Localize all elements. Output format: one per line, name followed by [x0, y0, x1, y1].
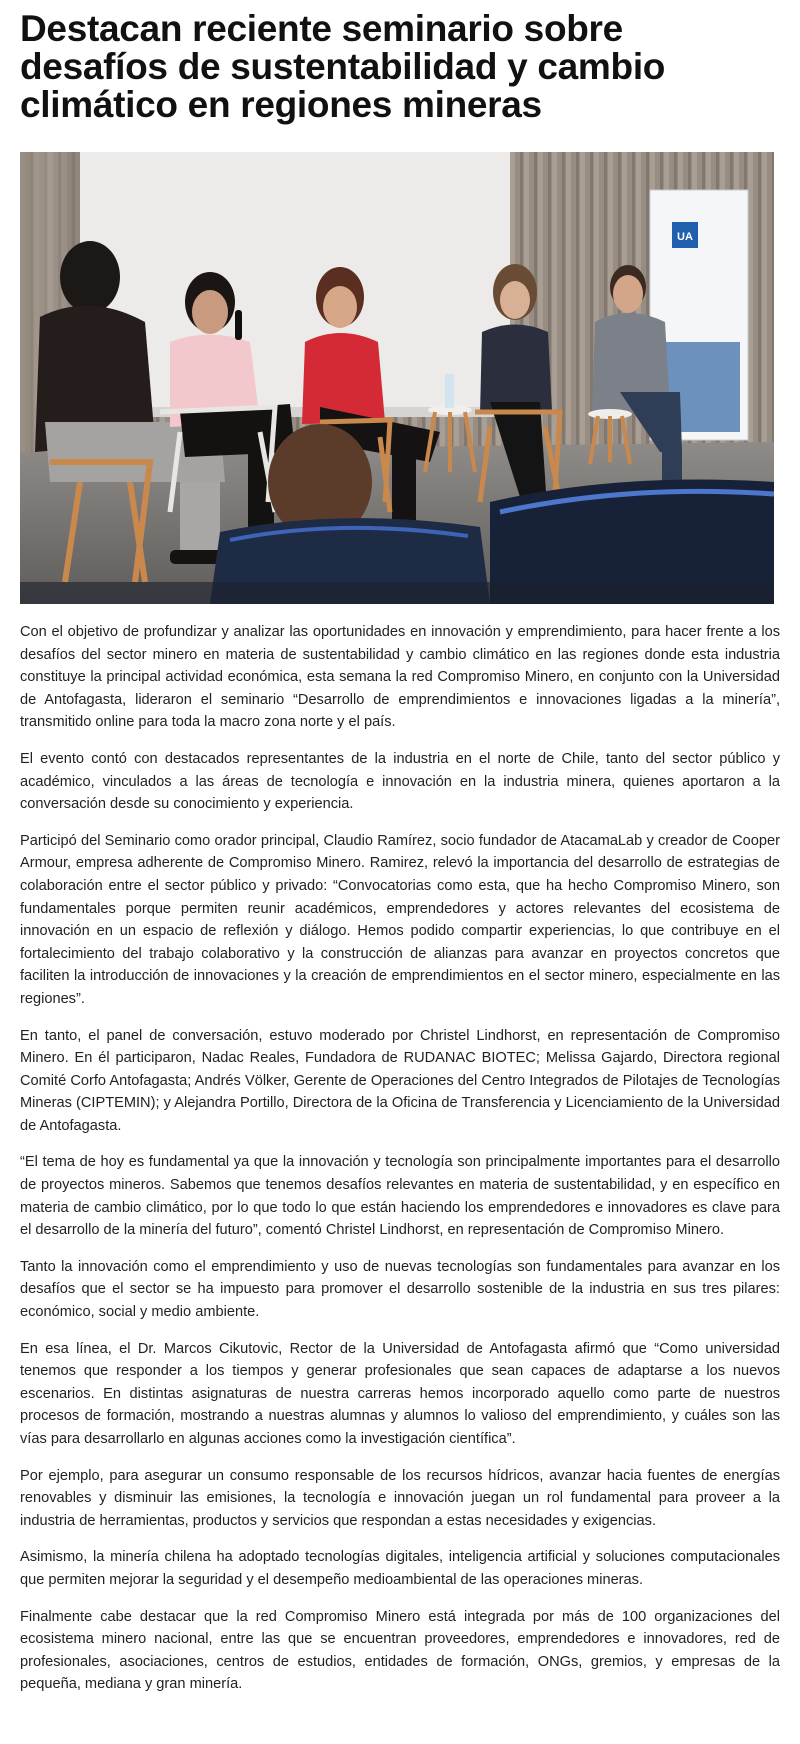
article-paragraph: El evento contó con destacados representantes de la industria en el norte de Chile, tanto del sector público y académico, vinculados a las áreas de tecnología e innovación en la industria minera, quienes aportaron a la conversación desde su conocimiento y experiencia.: [20, 750, 780, 813]
article-body: [20, 621, 780, 1696]
seminar-panel-photo: [20, 152, 774, 604]
article-paragraph: Tanto la innovación como el emprendimiento y uso de nuevas tecnologías son fundamentales para avanzar en los desafíos que el sector se ha impuesto para promover el desarrollo sostenible de la industria en sus tres pilares: económico, social y medio ambiente.: [20, 1258, 780, 1321]
article-paragraph: Participó del Seminario como orador principal, Claudio Ramírez, socio fundador de AtacamaLab y creador de Cooper Armour, empresa adherente de Compromiso Minero. Ramirez, relevó la importancia del desarrollo de estrategias de colaboración entre el sector público y privado: “Convocatorias como esta, que ha hecho Compromiso Minero, son fundamentales porque permiten reunir académicos, emprendedores y actores relevantes del ecosistema de innovación en un espacio de reflexión y diálogo. Hemos podido compartir experiencias, lo que contribuye en el fortalecimiento del trabajo colaborativo y la construcción de alianzas para avanzar en proyectos concretos que faciliten la introducción de innovaciones y la creación de emprendimientos en el sector minero, especialmente en las regiones”.: [20, 832, 780, 1007]
article-paragraph: Asimismo, la minería chilena ha adoptado tecnologías digitales, inteligencia artificial y soluciones computacionales que permiten mejorar la seguridad y el desempeño medioambiental de las operaciones mineras.: [20, 1549, 780, 1588]
banner-logo-text: UA: [677, 231, 693, 243]
article-paragraph: Por ejemplo, para asegurar un consumo responsable de los recursos hídricos, avanzar hacia fuentes de energías renovables y disminuir las emisiones, la tecnología e innovación juegan un rol fundamental para proveer a la industria de herramientas, productos y servicios que respondan a estas necesidades y exigencias.: [20, 1467, 780, 1529]
article-paragraph: “El tema de hoy es fundamental ya que la innovación y tecnología son principalmente importantes para el desarrollo de proyectos mineros. Sabemos que tenemos desafíos relevantes en materia de sustentabilidad, y en específico en materia de cambio climático, por lo que todo lo que están haciendo los emprendedores e innovadores es clave para el desarrollo de la minería del futuro”, comentó Christel Lindhorst, en representación de Compromiso Minero.: [20, 1154, 780, 1239]
article-paragraph: En tanto, el panel de conversación, estuvo moderado por Christel Lindhorst, en representación de Compromiso Minero. En él participaron, Nadac Reales, Fundadora de RUDANAC BIOTEC; Melissa Gajardo, Directora regional Comité Corfo Antofagasta; Andrés Völker, Gerente de Operaciones del Centro Integrados de Pilotajes de Tecnologías Mineras (CIPTEMIN); y Alejandra Portillo, Directora de la Oficina de Transferencia y Licenciamiento de la Universidad de Antofagasta.: [20, 1027, 780, 1134]
article-paragraph: Finalmente cabe destacar que la red Compromiso Minero está integrada por más de 100 organizaciones del ecosistema minero nacional, entre las que se encuentran proveedores, emprendedores e innovadores, red de profesionales, asociaciones, centros de estudios, entidades de formación, ONGs, gremios, y empresas de la pequeña, mediana y gran minería.: [20, 1608, 780, 1693]
article-paragraph: Con el objetivo de profundizar y analizar las oportunidades en innovación y emprendimiento, para hacer frente a los desafíos del sector minero en materia de sustentabilidad y cambio climático en las regiones donde esta industria constituye la principal actividad económica, esta semana la red Compromiso Minero, en conjunto con la Universidad de Antofagasta, lideraron el seminario “Desarrollo de emprendimientos e innovaciones ligadas a la minería”, transmitido online para toda la macro zona norte y el país.: [20, 624, 780, 731]
article-title: Destacan reciente seminario sobre desafíos de sustentabilidad y cambio climático en regiones mineras: [20, 8, 666, 125]
article-paragraph: En esa línea, el Dr. Marcos Cikutovic, Rector de la Universidad de Antofagasta afirmó que “Como universidad tenemos que responder a los tiempos y generar profesionales que sean capaces de adaptarse a los nuevos escenarios. En distintas asignaturas de nuestra carreras hemos incorporado aquello como parte de nuestros procesos de formación, mostrando a nuestras alumnas y alumnos lo valioso del emprendimiento, y cuáles son las vías para desarrollarlo en algunas acciones como la investigación científica”.: [20, 1340, 780, 1447]
